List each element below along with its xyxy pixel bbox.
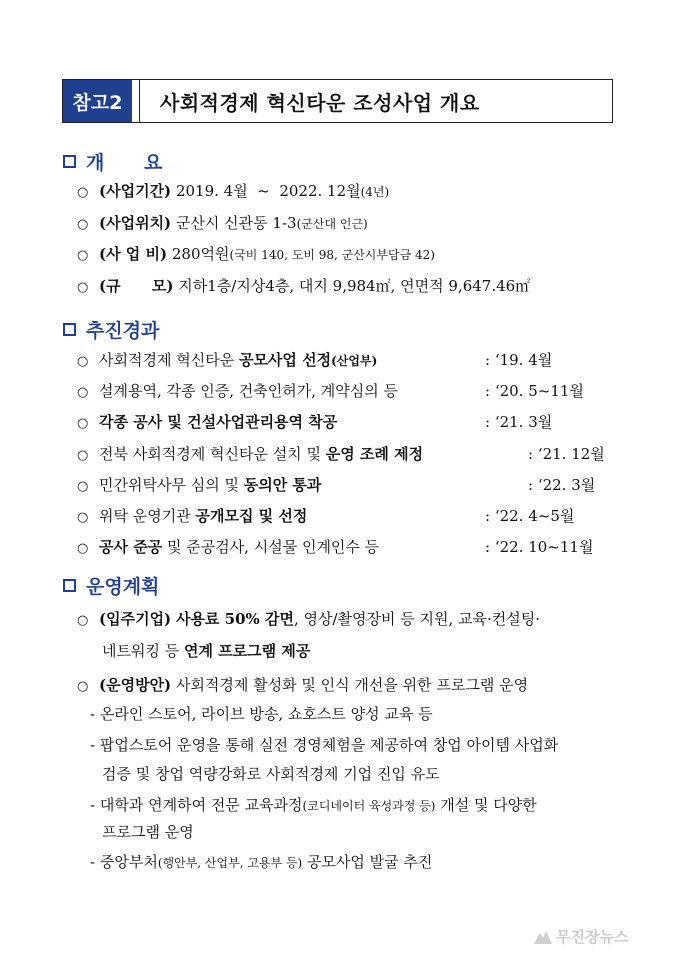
dash-bullet: -	[90, 705, 96, 723]
circle-bullet-icon: ○	[77, 448, 89, 463]
sub-item-note: (코디네이터 육성과정 등)	[302, 799, 436, 813]
plan-tenant	[77, 609, 540, 631]
list-item	[77, 475, 321, 497]
item-date: : ‘21. 3월	[485, 413, 553, 431]
section-heading-text: 개 요	[86, 152, 163, 174]
overview-budget	[77, 244, 435, 266]
mountain-logo-icon	[534, 930, 552, 944]
sub-item-text: 대학과 연계하여 전문 교육과정	[99, 796, 303, 814]
sub-item-text: 중앙부처	[99, 853, 158, 871]
dash-bullet: -	[90, 853, 96, 871]
list-item	[77, 444, 423, 466]
item-date: : ‘20. 5~11월	[485, 382, 584, 400]
item-text: 사회적경제 혁신타운	[99, 351, 239, 369]
sub-item-cont: 검증 및 창업 역량강화로 사회적경제 기업 진입 유도	[102, 765, 440, 783]
item-date: : ‘21. 12월	[528, 445, 605, 463]
value: 군산시 신관동 1-3	[175, 214, 297, 232]
item-date: : ‘22. 10~11월	[485, 538, 594, 556]
circle-bullet-icon: ○	[77, 479, 89, 494]
circle-bullet-icon: ○	[77, 354, 89, 369]
label: (사업기간)	[99, 182, 172, 200]
section-heading-text: 추진경과	[86, 320, 160, 342]
label: (입주기업)	[99, 610, 172, 628]
sub-item	[90, 735, 558, 755]
overview-location	[77, 213, 368, 235]
circle-bullet-icon: ○	[77, 541, 89, 556]
sub-item	[90, 852, 432, 873]
item-bold: 공개모집 및 선정	[195, 507, 308, 525]
sub-item	[90, 704, 433, 724]
checkbox-square-icon	[63, 155, 76, 168]
item-text: 위탁 운영기관	[99, 507, 196, 525]
list-item	[77, 506, 307, 528]
sub-item-text: 팝업스토어 운영을 통해 실전 경영체험을 제공하여 창업 아이템 사업화	[99, 736, 559, 754]
watermark-text: 무진장뉴스	[556, 928, 629, 946]
tenant-text: 네트워킹 등	[102, 642, 184, 660]
circle-bullet-icon: ○	[77, 280, 89, 295]
item-bold: 공사 준공	[99, 538, 163, 556]
note: (군산대 인근)	[296, 217, 368, 231]
section-heading-plan	[63, 572, 159, 599]
sub-item-text: 온라인 스토어, 라이브 방송, 쇼호스트 양성 교육 등	[99, 705, 433, 723]
circle-bullet-icon: ○	[77, 510, 89, 525]
tenant-text: , 영상/촬영장비 등 지원, 교육·컨설팅·	[293, 610, 541, 628]
checkbox-square-icon	[63, 323, 76, 336]
circle-bullet-icon: ○	[77, 679, 89, 694]
circle-bullet-icon: ○	[77, 416, 89, 431]
item-note: (산업부)	[331, 354, 378, 368]
section-heading-progress	[63, 316, 159, 343]
note: (4년)	[360, 185, 390, 199]
value: 2019. 4월 ~ 2022. 12월	[175, 182, 361, 200]
item-text: 및 준공검사, 시설물 인계인수 등	[162, 538, 380, 556]
dash-bullet: -	[90, 736, 96, 754]
note: (국비 140, 도비 98, 군산시부담금 42)	[229, 248, 435, 262]
title-box	[62, 79, 613, 123]
item-text: 설계용역, 각종 인증, 건축인허가, 계약심의 등	[99, 382, 398, 400]
item-date: : ‘19. 4월	[485, 351, 553, 369]
circle-bullet-icon: ○	[77, 248, 89, 263]
overview-scale	[77, 276, 530, 298]
sub-item	[90, 795, 537, 816]
sub-item-text: 개설 및 다양한	[435, 796, 537, 814]
list-item	[77, 537, 379, 559]
sub-item-note: (행안부, 산업부, 고용부 등)	[157, 856, 303, 870]
circle-bullet-icon: ○	[77, 385, 89, 400]
item-bold: 공모사업 선정	[238, 351, 332, 369]
circle-bullet-icon: ○	[77, 613, 89, 628]
sub-item-text: 공모사업 발굴 추진	[302, 853, 433, 871]
value: 지하1층/지상4층, 대지 9,984㎡, 연면적 9,647.46㎡	[178, 277, 531, 295]
section-heading-overview	[63, 148, 162, 175]
reference-tag: 참고2	[63, 80, 132, 122]
checkbox-square-icon	[63, 579, 76, 592]
sub-item-cont: 프로그램 운영	[102, 823, 194, 841]
tenant-discount: 사용료 50% 감면	[175, 610, 294, 628]
label: (운영방안)	[99, 676, 172, 694]
value: 280억원	[171, 245, 230, 263]
operation-text: 사회적경제 활성화 및 인식 개선을 위한 프로그램 운영	[175, 676, 529, 694]
item-date: : ‘22. 3월	[528, 476, 596, 494]
section-heading-text: 운영계획	[86, 576, 160, 598]
item-bold: 동의안 통과	[243, 476, 322, 494]
list-item	[77, 381, 398, 403]
list-item	[77, 350, 377, 372]
page-title: 사회적경제 혁신타운 조성사업 개요	[139, 80, 612, 122]
plan-tenant-cont	[102, 641, 310, 661]
item-bold: 각종 공사 및 건설사업관리용역 착공	[99, 413, 338, 431]
item-text: 민간위탁사무 심의 및	[99, 476, 244, 494]
item-text: 전북 사회적경제 혁신타운 설치 및	[99, 445, 326, 463]
item-date: : ‘22. 4~5월	[485, 507, 575, 525]
circle-bullet-icon: ○	[77, 185, 89, 200]
overview-period	[77, 181, 389, 203]
plan-operation	[77, 675, 528, 697]
dash-bullet: -	[90, 796, 96, 814]
label: (사업위치)	[99, 214, 172, 232]
list-item	[77, 412, 337, 434]
circle-bullet-icon: ○	[77, 217, 89, 232]
item-bold: 운영 조례 제정	[325, 445, 424, 463]
watermark	[534, 926, 628, 947]
tenant-program: 연계 프로그램 제공	[184, 642, 311, 660]
label: (사 업 비)	[99, 245, 168, 263]
label: (규 모)	[99, 277, 174, 295]
